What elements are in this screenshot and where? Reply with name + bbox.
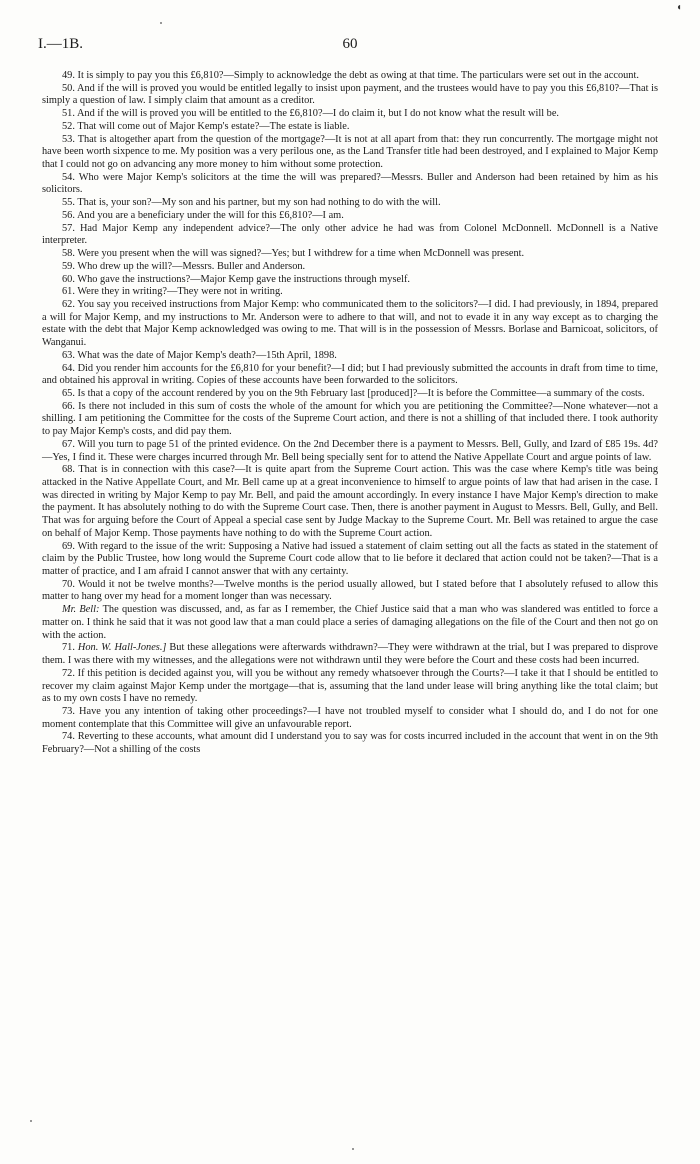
paragraph-q57: 57. Had Major Kemp any independent advice?—The only other advice he had was from Colonel McDonnell. McDonnell is a Native interpreter. <box>42 222 658 247</box>
paragraph-q51: 51. And if the will is proved you will be entitled to the £6,810?—I do claim it, but I do not know what the result will be. <box>62 108 559 120</box>
paragraph-q65: 65. Is that a copy of the account rendered by you on the 9th February last [produced]?—It is before the Committee—a summary of the costs. <box>62 387 645 399</box>
paragraph-q66: 66. Is there not included in this sum of costs the whole of the amount for which you are petitioning the Committee?—None whatever—not a shilling. I am petitioning the Committee for the costs of the Supreme Court action, and there is not a shilling of that included there. I took authority to pay Major Kemp's costs, and did pay them. <box>42 400 658 438</box>
question-text: But these allegations were afterwards withdrawn?—They were withdrawn at the trial, but I was prepared to disprove them. I was there with my witnesses, and the allegations were not withdrawn until they were before the Court and these costs had been incurred. <box>42 642 659 667</box>
paragraph-q60: 60. Who gave the instructions?—Major Kemp gave the instructions through myself. <box>62 273 410 285</box>
remark-text: The question was discussed, and, as far as I remember, the Chief Justice said that a man who was slandered was entitled to force a matter on. I think he said that it was not good law that a man could place a series of damaging allegations on the file of the Court and then not go on with the action. <box>42 604 658 641</box>
speaker-name: Hon. W. Hall-Jones.] <box>77 642 167 654</box>
paragraph-q69: 69. With regard to the issue of the writ: Supposing a Native had issued a statement of claim setting out all the facts as stated in the statement of claim by the Public Trustee, how long would the Supreme Court code allow that to lie before it declared that action could not be taken?—That is a matter of practice, and I am afraid I cannot answer that with any certainty. <box>42 540 658 578</box>
paragraph-q73: 73. Have you any intention of taking other proceedings?—I have not troubled myself to consider what I should do, and I do not for one moment contemplate that this Committee will give an unfavourable report. <box>42 705 658 730</box>
paragraph-q59: 59. Who drew up the will?—Messrs. Buller and Anderson. <box>62 260 306 272</box>
paragraph-q67: 67. Will you turn to page 51 of the printed evidence. On the 2nd December there is a payment to Messrs. Bell, Gully, and Izard of £85 19s. 4d?—Yes, I find it. These were charges incurred through Mr. Bell being specially sent for to attend the Native Appellate Court and argue points of law. <box>42 438 658 463</box>
margin-mark: ◖ <box>675 2 682 13</box>
scan-speck <box>160 22 162 24</box>
document-reference: I.—1B. <box>38 36 83 52</box>
speaker-name: Mr. Bell: <box>62 604 100 616</box>
paragraph-q56: 56. And you are a beneficiary under the will for this £6,810?—I am. <box>62 209 344 221</box>
page-header <box>38 36 662 56</box>
paragraph-q53: 53. That is altogether apart from the question of the mortgage?—It is not at all apart from that: they run concurrently. The mortgage might not have been worth sixpence to me. My position was a very perilous one, as the Land Transfer title had been destroyed, and I explained to Major Kemp that I could not go on advancing any more money to him without some protection. <box>42 133 658 171</box>
paragraph-q61: 61. Were they in writing?—They were not in writing. <box>62 286 283 298</box>
paragraph-q54: 54. Who were Major Kemp's solicitors at the time the will was prepared?—Messrs. Buller and Anderson had been retained by him as his solicitors. <box>42 171 658 196</box>
paragraph-q50: 50. And if the will is proved you would be entitled legally to insist upon payment, and the trustees would have to pay you this £6,810?—That is simply a question of law. I simply claim that amount as a creditor. <box>42 82 658 107</box>
scan-speck <box>30 1120 32 1122</box>
paragraph-q55: 55. That is, your son?—My son and his partner, but my son had nothing to do with the will. <box>62 197 441 209</box>
question-number: 71. <box>62 642 78 654</box>
paragraph-q49: 49. It is simply to pay you this £6,810?—Simply to acknowledge the debt as owing at that time. The particulars were set out in the account. <box>62 70 639 81</box>
evidence-body <box>42 70 658 757</box>
paragraph-q63: 63. What was the date of Major Kemp's death?—15th April, 1898. <box>62 349 337 361</box>
paragraph-q70: 70. Would it not be twelve months?—Twelve months is the period usually allowed, but I stated before that I absolutely refused to allow this matter to hang over my head for a moment longer than was necessary. <box>42 578 658 603</box>
paragraph-q58: 58. Were you present when the will was signed?—Yes; but I withdrew for a time when McDonnell was present. <box>62 248 525 260</box>
paragraph-q71 <box>42 642 658 667</box>
paragraph-q64: 64. Did you render him accounts for the £6,810 for your benefit?—I did; but I had previously submitted the accounts in draft from time to time, and obtained his approval in writing. Copies of these accounts have been forwarded to the solicitors. <box>42 362 658 387</box>
paragraph-q68: 68. That is in connection with this case?—It is quite apart from the Supreme Court action. This was the case where Kemp's title was being attacked in the Native Appellate Court, and Mr. Bell came up at a great inconvenience to himself to argue points of law that had arisen in the case. I was directed in writing by Major Kemp to pay Mr. Bell, and paid the amount accordingly. In every instance I have Major Kemp's direction to make the payment. It has absolutely nothing to do with the Supreme Court case. Then, there is another payment in August to Messrs. Bell, Gully, and Bell. That was for arguing before the Court of Appeal a special case sent by Judge Mackay to the Supreme Court. Mr. Bell was retained to argue the case on behalf of Major Kemp. Those payments have nothing to do with the Supreme Court action. <box>42 464 658 539</box>
paragraph-q62: 62. You say you received instructions from Major Kemp: who communicated them to the solicitors?—I did. I had previously, in 1894, prepared a will for Major Kemp, and my instructions to Mr. Anderson were to adhere to that will, and not to evade it in any way except as to charging the estate with the debt that Major Kemp acknowledged was owing to me. That will is in the possession of Messrs. Borlase and Barnicoat, solicitors, of Wanganui. <box>42 298 658 349</box>
paragraph-q72: 72. If this petition is decided against you, will you be without any remedy whatsoever through the Courts?—I take it that I should be entitled to recover my claim against Major Kemp under the mortgage—that is, assuming that the land under lease will bring anything like the total claim; but as to my own costs I have no remedy. <box>42 667 658 705</box>
paragraph-q74: 74. Reverting to these accounts, what amount did I understand you to say was for costs incurred included in the account that went in on the 9th February?—Not a shilling of the costs <box>42 731 658 756</box>
paragraph-bell-remark <box>42 604 658 642</box>
paragraph-q52: 52. That will come out of Major Kemp's estate?—The estate is liable. <box>62 120 350 132</box>
scan-speck <box>352 1148 354 1150</box>
page-number: 60 <box>342 36 358 52</box>
